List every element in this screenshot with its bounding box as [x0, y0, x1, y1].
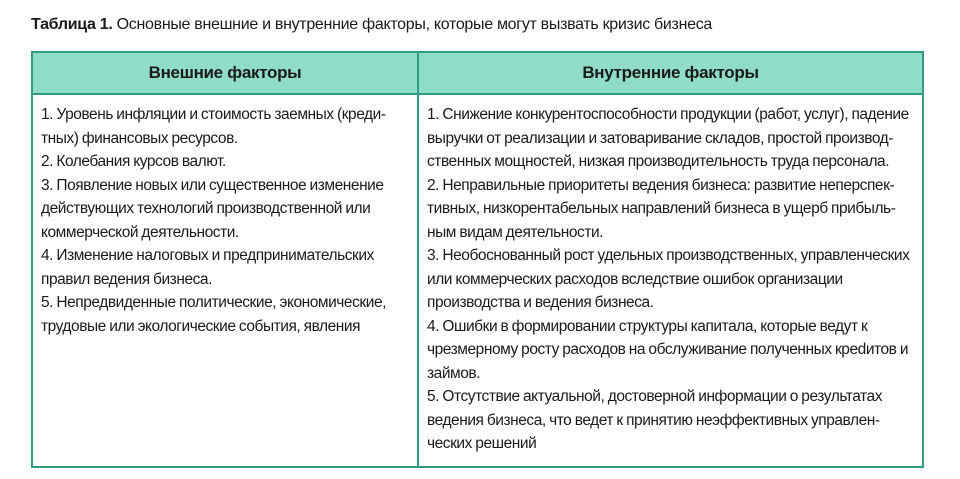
internal-factors-cell — [418, 94, 923, 467]
table-row — [32, 94, 923, 467]
header-internal-factors: Внутренние факторы — [418, 52, 923, 94]
external-factor-item: 1. Уровень инфляции и стоимость заемных (кредитных) финансовых ресурсов. — [41, 106, 387, 147]
internal-factor-item: 3. Необоснованный рост удельных производственных, управленческих или коммерческих расходов вследствие ошибок организации производства и ведения бизнеса. — [427, 247, 910, 311]
table-header-row — [32, 52, 923, 94]
table-caption-text: Основные внешние и внутренние факторы, которые могут вызвать кризис бизнеса — [116, 16, 713, 33]
internal-factor-item: 1. Снижение конкурентоспособности продукции (работ, услуг), падение выручки от реализации и затоваривание складов, простой производственных мощностей, низкая производительность труда персонала. — [427, 106, 909, 170]
external-factor-item: 5. Непредвиденные политические, экономические, трудовые или экологические события, явления — [41, 294, 386, 335]
header-external-factors: Внешние факторы — [32, 52, 418, 94]
factors-table — [31, 51, 924, 468]
table-caption — [31, 14, 712, 36]
internal-factor-item: 4. Ошибки в формировании структуры капитала, которые ведут к чрезмерному росту расходов на обслуживание полученных креdитов и займов. — [427, 317, 909, 382]
internal-factor-item: 5. Отсутствие актуальной, достоверной информации о результатах ведения бизнеса, что ведет к принятию неэффективных управленческих решений — [427, 388, 882, 452]
external-factor-item: 2. Колебания курсов валют. — [41, 153, 226, 170]
internal-factor-item: 2. Неправильные приоритеты ведения бизнеса: развитие неперспективных, низкорентабельных направлений бизнеса в ущерб прибыльным видам деятельности. — [427, 176, 896, 241]
external-factors-cell — [32, 94, 418, 467]
table-caption-label: Таблица 1. — [31, 16, 113, 33]
external-factor-item: 4. Изменение налоговых и предпринимательских правил ведения бизнеса. — [41, 247, 374, 288]
external-factor-item: 3. Появление новых или существенное изменение действующих технологий производственной или коммерческой деятельности. — [41, 176, 384, 241]
